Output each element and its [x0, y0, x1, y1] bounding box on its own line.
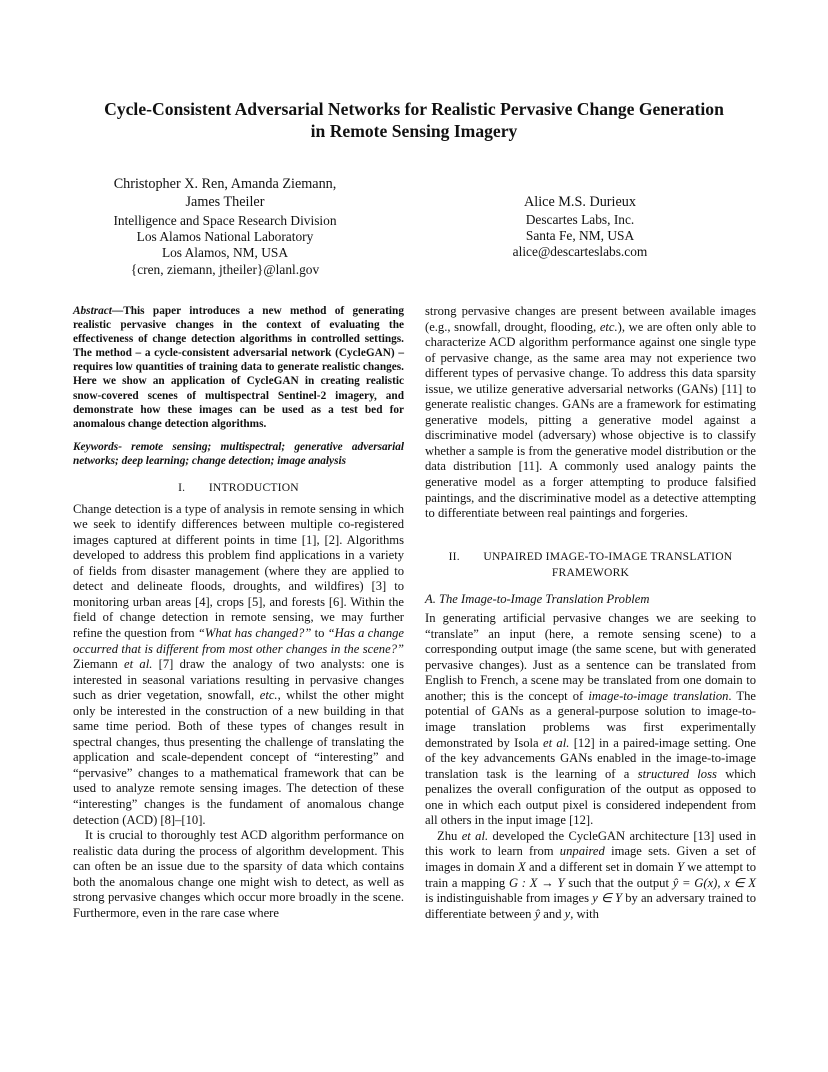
intro-p1-etc: etc. [259, 688, 278, 703]
s2-p2-math-mapping: G : X → Y [508, 875, 565, 890]
intro-p1-text-a: Change detection is a type of analysis in remote sensing in which we seek to identify differences between multiple co-registered images captured at different points in time [1], [2]. Algorithms developed to address this problem find applications in a variety of fields from disaster management (where they are applied to detect and delineate floods, droughts, and wildfires) [3] to monitoring urban areas [4], crops [5], and forests [6]. Within the field of change detection in remote sensing, we may further refine the question from [73, 501, 404, 640]
intro-p1-quote-2: “Has a change occurred that is different from most other changes in the scene?” [73, 625, 405, 656]
s2-p1-text-a: In generating artificial pervasive changes we are seeking to “translate” an input (here, a remote sensing scene) to a corresponding output image (the same scene, but with generated pervasive changes). Just as a sentence can be translated from English to French, a scene may be translated from one domain to another; this is the concept of [425, 611, 756, 703]
author-affiliation-2: Los Alamos National Laboratory [136, 229, 314, 245]
s2-p1-etal: et al. [542, 735, 570, 750]
s2-p1-italic-2: structured loss [637, 766, 717, 781]
s2-p2-italic-unpaired: unpaired [559, 844, 605, 859]
s2-p2-text-c: image sets. Given a set of images in domain [425, 844, 756, 874]
abstract-text: —This paper introduces a new method of generating realistic pervasive changes in the context of evaluating the effectiveness of change detection algorithms in controlled settings. The method – a cycle-consistent adversarial network (CycleGAN) – requires low quantities of training data to generate realistic changes. Here we show an application of CycleGAN in creating realistic snow-covered scenes of multispectral Sentinel-2 imagery, and demonstrate how these images can be used as a test bed for anomalous change detection algorithms. [73, 305, 404, 430]
s2-p2-text-h: by an adversary trained to differentiate between [425, 891, 757, 921]
author-affiliation-3: Los Alamos, NM, USA [161, 245, 289, 261]
s2-p2-text-e: we attempt to train a mapping [425, 859, 756, 890]
author-names-line-2: James Theiler [185, 194, 265, 210]
author-name-2: Alice M.S. Durieux [524, 194, 636, 210]
left-column [73, 304, 404, 921]
s2-p2-text-j: , with [570, 906, 599, 921]
author-email-2: alice@descarteslabs.com [512, 244, 648, 260]
right-p1-etc: etc. [599, 319, 618, 334]
author-names-line-1: Christopher X. Ren, Amanda Ziemann, [113, 176, 337, 192]
intro-p1-text-c: Ziemann [73, 657, 125, 672]
section-1-heading: I. INTRODUCTION [178, 481, 299, 495]
intro-p1-text-d: [7] draw the analogy of two analysts: one is interested in seasonal variations resulting in pervasive changes such as drier vegetation, snowfall, [73, 657, 404, 703]
author-block-1 [90, 175, 360, 278]
s2-p2-math-y-in-Y: y ∈ Y [592, 891, 623, 906]
s2-p2-math-yhat: ŷ = G(x), x ∈ X [672, 875, 756, 890]
section-2-paragraph-1 [425, 611, 756, 829]
right-p1-text-a: strong pervasive changes are present between available images (e.g., snowfall, drought, flooding, [425, 304, 756, 334]
title-line-1: Cycle-Consistent Adversarial Networks for Realistic Pervasive Change Generation [104, 99, 724, 119]
s2-p1-text-c: [12] in a paired-image setting. One of the key advancements GANs enabled in the image-to-image translation task is the learning of a [425, 735, 756, 781]
right-p1-text-b: ), we are often only able to characterize ACD algorithm performance against one single type of pervasive change, as the same area may not experience two different types of pervasive change. To address this data sparsity issue, we utilize generative adversarial networks (GANs) [11] to generate realistic changes. GANs are a framework for estimating generative models, pitting a generative model against a discriminative model (adversary) whose objective is to classify whether a sample is from the generative model distribution or the data distribution [11]. A commonly used analogy paints the generative model as a forger attempting to produce falsified paintings, and the discriminative model as a detective attempting to differentiate between real paintings and forgeries. [425, 319, 756, 521]
author-affiliation-1: Intelligence and Space Research Division [113, 213, 337, 228]
s2-p2-text-d: and a different set in domain [525, 859, 677, 874]
intro-p1-text-b: to [311, 625, 328, 640]
intro-paragraph-1 [73, 502, 404, 828]
s2-p2-math-y-2: y [564, 906, 571, 921]
author-block-2 [480, 193, 680, 261]
subsection-a-heading: A. The Image-to-Image Translation Problem [425, 591, 650, 606]
s2-p1-text-d: which penalizes the overall configuration of the output as opposed to one in which each output pixel is considered independent from all others in the input image [12]. [425, 766, 756, 828]
s2-p2-text-i: and [540, 906, 565, 921]
s2-p2-math-x: X [518, 859, 526, 874]
intro-paragraph-2: It is crucial to thoroughly test ACD algorithm performance on realistic data during the process of algorithm development. This can often be an issue due to the sparsity of data which contains both the anomalous change one might wish to detect, as well as strong pervasive changes which occur more broadly in the scene. Furthermore, even in the rare case where [73, 828, 404, 920]
author-email-1: {cren, ziemann, jtheiler}@lanl.gov [130, 261, 320, 277]
section-2-heading-line-1: II. UNPAIRED IMAGE-TO-IMAGE TRANSLATION [448, 549, 733, 563]
abstract-label: Abstract [73, 305, 112, 317]
s2-p2-math-yhat-2: ŷ [534, 906, 541, 921]
author2-affiliation-1: Descartes Labs, Inc. [525, 212, 635, 227]
right-column [425, 304, 756, 922]
section-2-paragraph-2 [425, 829, 756, 922]
section-2-heading-line-2: FRAMEWORK [551, 565, 630, 579]
intro-p1-text-e: , whilst the other might only be interested in the construction of a new building in that same time period. Both of these types of changes result in spectral changes, thus presenting the challenge of translating the application and scale-dependent concept of “interesting” and “pervasive” changes to a mathematical framework that can be used to analyze remote sensing images. The detection of these “interesting” changes is the fundament of anomalous change detection (ACD) [8]–[10]. [73, 688, 404, 827]
title-line-2: in Remote Sensing Imagery [310, 121, 518, 141]
author2-affiliation-2: Santa Fe, NM, USA [525, 228, 635, 244]
s2-p2-etal: et al. [461, 828, 489, 843]
right-paragraph-1 [425, 304, 756, 522]
paper-title [60, 98, 768, 142]
s2-p2-text-a: Zhu [437, 828, 462, 843]
intro-p1-quote-1: “What has changed?” [197, 625, 312, 640]
s2-p2-text-f: such that the output [564, 875, 673, 890]
s2-p1-text-b: . The potential of GANs as a general-purpose solution to image-to-image translation problems was first experimentally demonstrated by Isola [425, 688, 756, 750]
s2-p2-text-b: developed the CycleGAN architecture [13] used in this work to learn from [425, 828, 756, 859]
section-2-heading [425, 549, 756, 581]
s2-p1-italic-1: image-to-image translation [588, 688, 729, 703]
keywords-text: Keywords- remote sensing; multispectral; generative adversarial networks; deep learning; change detection; image analysis [73, 440, 404, 467]
s2-p2-math-y: Y [676, 859, 684, 874]
abstract [73, 304, 404, 431]
intro-p1-etal: et al. [124, 657, 153, 672]
s2-p2-text-g: is indistinguishable from images [425, 891, 593, 906]
keywords [73, 440, 404, 468]
